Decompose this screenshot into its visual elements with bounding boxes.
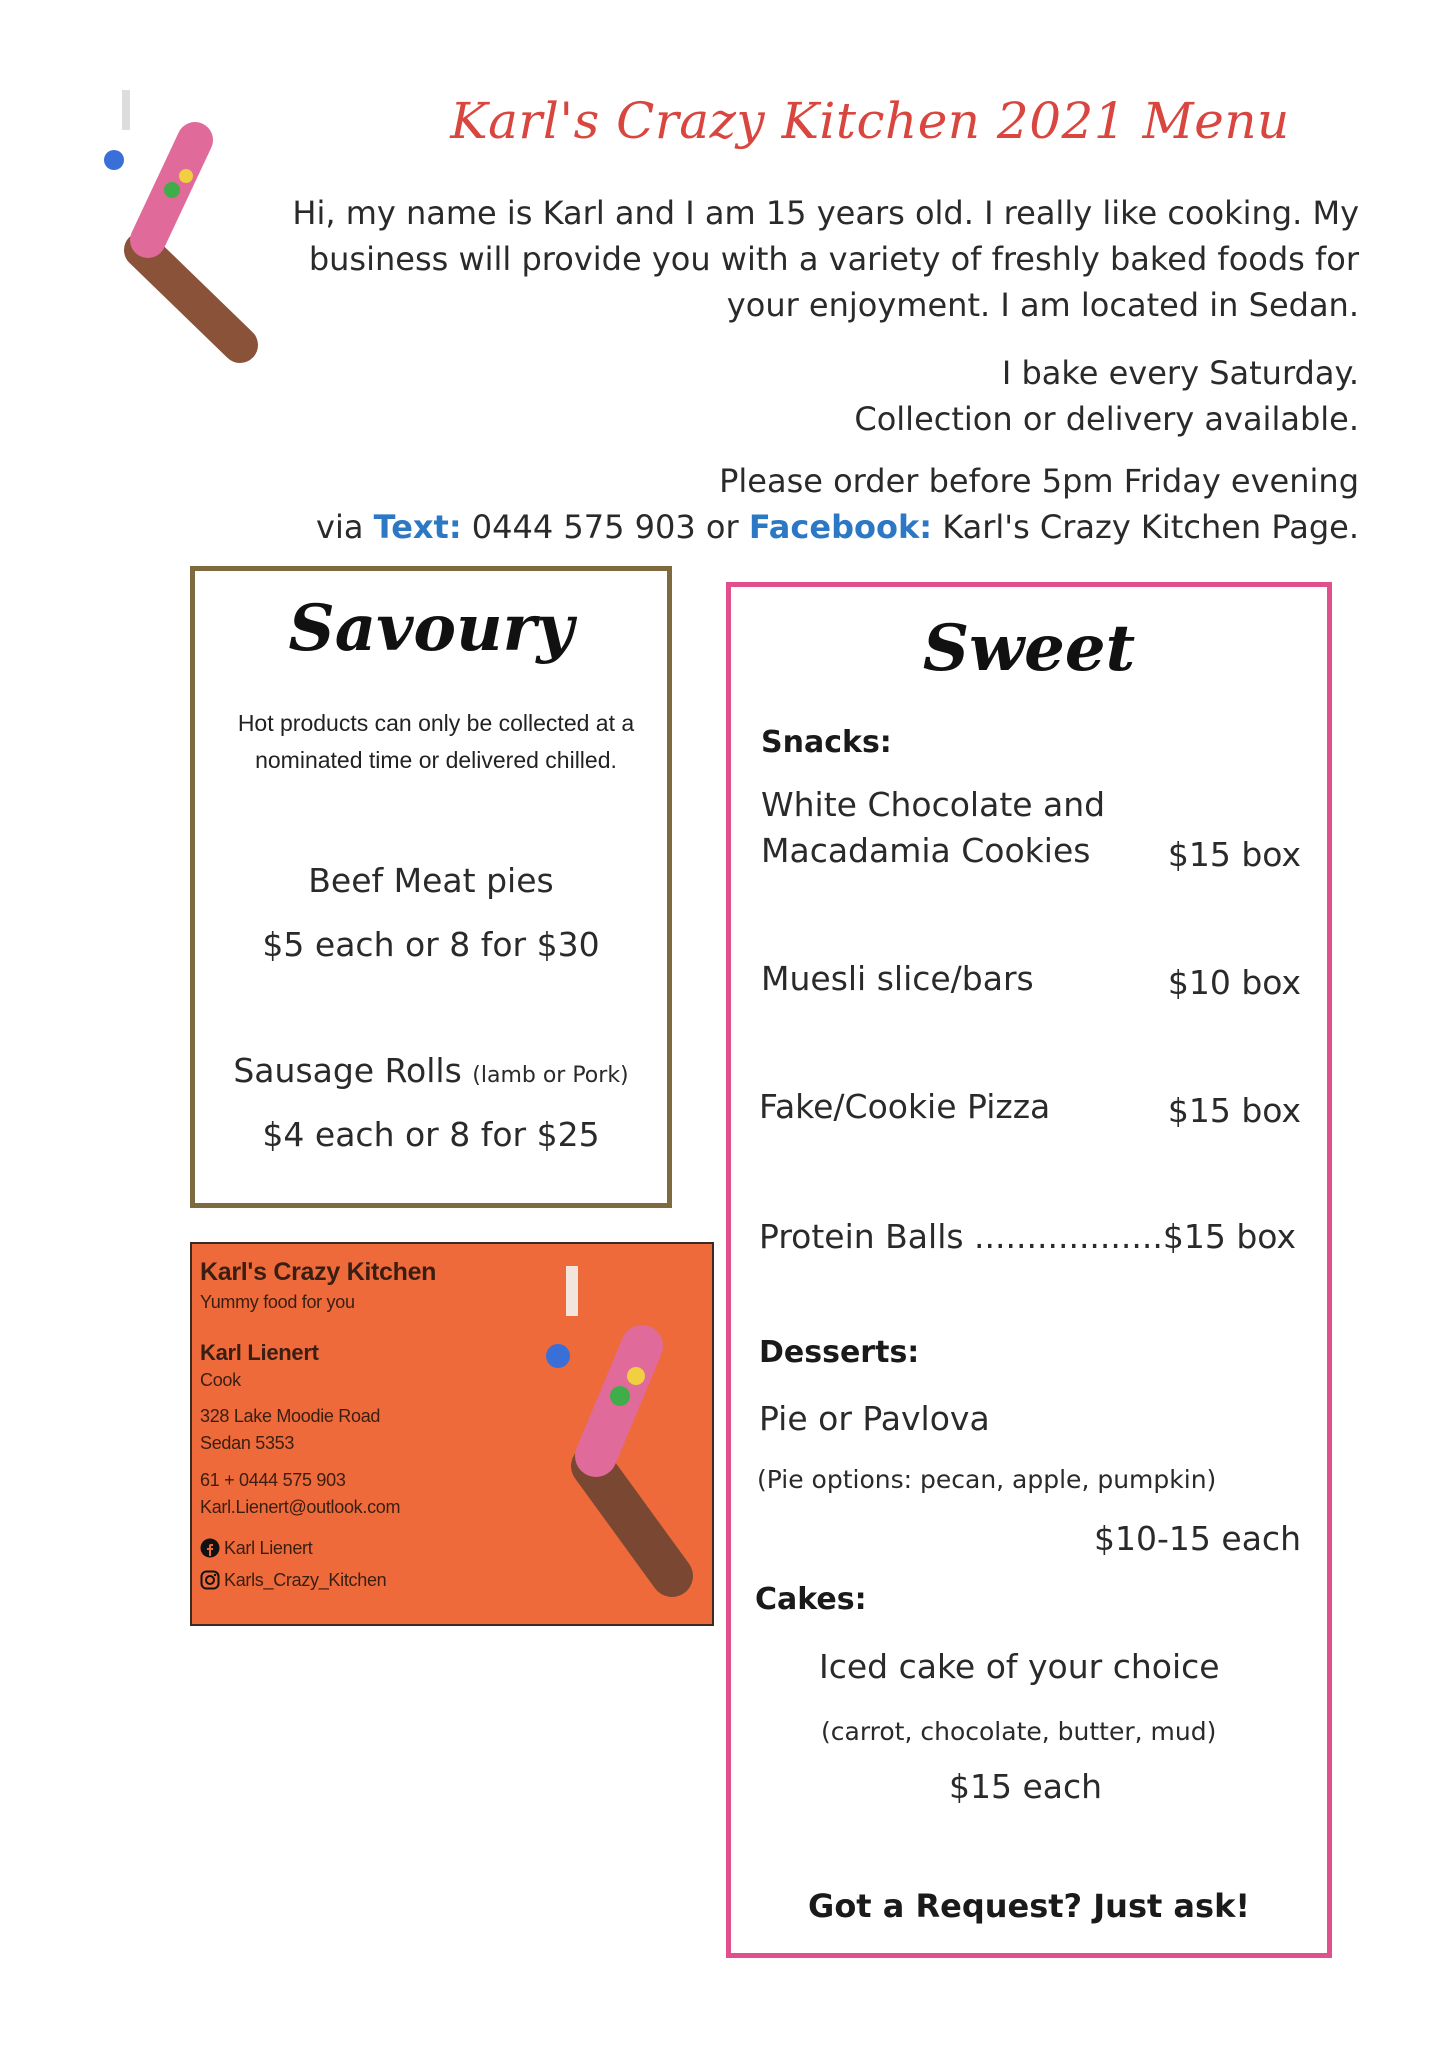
- cookies-line1: White Chocolate and: [761, 785, 1106, 824]
- rolls-price: $4 each or 8 for $25: [262, 1115, 600, 1154]
- card-facebook-name: Karl Lienert: [224, 1538, 313, 1558]
- via-text: via: [316, 508, 364, 546]
- phone-number: 0444 575 903: [471, 508, 696, 546]
- pie-price: $10-15 each: [1094, 1519, 1301, 1558]
- k-logo: [542, 1266, 702, 1618]
- facebook-page: Karl's Crazy Kitchen Page.: [942, 508, 1359, 546]
- card-person-name: Karl Lienert: [200, 1340, 319, 1365]
- card-tagline: Yummy food for you: [200, 1292, 355, 1312]
- card-phone: 61 + 0444 575 903: [200, 1470, 346, 1490]
- card-address-line2: Sedan 5353: [200, 1433, 295, 1453]
- card-instagram: [200, 1570, 386, 1591]
- collection-info: Collection or delivery available.: [854, 400, 1359, 438]
- text-label: Text:: [373, 508, 462, 546]
- rolls-option: (lamb or Pork): [472, 1063, 629, 1088]
- rolls-name: Sausage Rolls: [233, 1051, 462, 1090]
- muesli-price: $10 box: [1167, 963, 1301, 1002]
- muesli-item: Muesli slice/bars: [761, 959, 1034, 998]
- pizza-price: $15 box: [1167, 1091, 1301, 1130]
- contact-line: [209, 504, 1359, 550]
- request-note: Got a Request? Just ask!: [808, 1887, 1250, 1925]
- order-info: [209, 458, 1359, 550]
- savoury-note: Hot products can only be collected at a nominated time or delivered chilled.: [237, 710, 635, 773]
- cakes-heading: Cakes:: [755, 1582, 867, 1617]
- cookies-price: $15 box: [1167, 835, 1301, 874]
- card-business-name: Karl's Crazy Kitchen: [200, 1258, 437, 1286]
- card-address-line1: 328 Lake Moodie Road: [200, 1406, 381, 1426]
- savoury-section: [190, 566, 672, 1208]
- sweet-title: Sweet: [922, 611, 1136, 686]
- intro-paragraph: Hi, my name is Karl and I am 15 years old. I really like cooking. My business will provide you with a variety of freshly baked foods for your enjoyment. I am located in Sedan.: [292, 194, 1359, 324]
- pies-name: Beef Meat pies: [308, 861, 554, 900]
- facebook-icon: [200, 1538, 220, 1558]
- protein-balls-item: Protein Balls ..................$15 box: [759, 1217, 1296, 1256]
- card-email: Karl.Lienert@outlook.com: [200, 1497, 401, 1517]
- sausage-rolls: [195, 1051, 667, 1090]
- card-instagram-handle: Karls_Crazy_Kitchen: [224, 1570, 387, 1590]
- pizza-item: Fake/Cookie Pizza: [759, 1087, 1051, 1126]
- schedule-info: [659, 350, 1359, 442]
- cake-price: $15 each: [949, 1767, 1103, 1806]
- menu-title: Karl's Crazy Kitchen 2021 Menu: [450, 92, 1290, 150]
- card-facebook: [200, 1538, 312, 1559]
- or-text: or: [705, 508, 739, 546]
- bake-day: I bake every Saturday.: [1001, 354, 1359, 392]
- pie-options: (Pie options: pecan, apple, pumpkin): [757, 1465, 1217, 1494]
- cake-item: Iced cake of your choice: [819, 1647, 1220, 1686]
- cake-options: (carrot, chocolate, butter, mud): [821, 1717, 1217, 1746]
- facebook-label: Facebook:: [748, 508, 933, 546]
- card-role: Cook: [200, 1370, 241, 1390]
- pies-price: $5 each or 8 for $30: [262, 925, 600, 964]
- order-deadline: Please order before 5pm Friday evening: [719, 462, 1359, 500]
- sweet-section: [726, 582, 1332, 1958]
- desserts-heading: Desserts:: [759, 1335, 920, 1370]
- business-card: [190, 1242, 714, 1626]
- savoury-title: Savoury: [288, 591, 574, 666]
- snacks-heading: Snacks:: [761, 725, 892, 760]
- pie-item: Pie or Pavlova: [759, 1399, 990, 1438]
- instagram-icon: [200, 1570, 220, 1590]
- cookies-line2: Macadamia Cookies: [761, 831, 1091, 870]
